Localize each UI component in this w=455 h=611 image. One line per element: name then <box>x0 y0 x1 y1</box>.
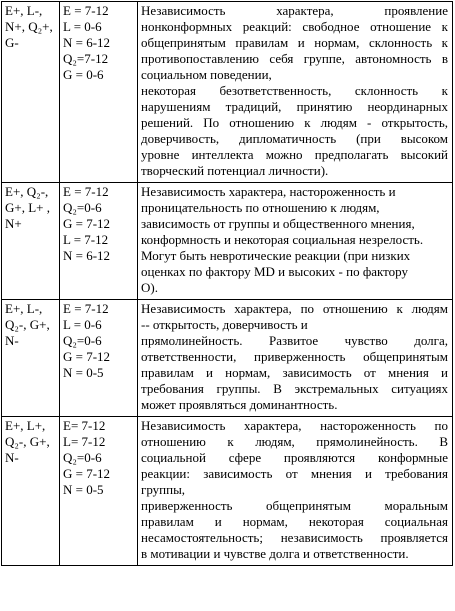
score-range-line: E = 7-12 <box>63 184 109 199</box>
score-range-line: G = 7-12 <box>63 466 111 481</box>
description-cell <box>138 2 453 183</box>
score-range-line: Q₂=0-6 <box>63 450 102 465</box>
score-ranges-cell <box>60 183 138 300</box>
description-line: правилам и нормам, зависимость от мнения и <box>141 365 448 380</box>
factor-combination-table <box>1 1 453 566</box>
description-line: нонконформных реакций: свободное отношение к <box>141 19 448 34</box>
factor-codes-cell <box>2 300 60 417</box>
description-line: -- открытость, доверчивость и <box>141 317 308 332</box>
description-line: доверчивость, дипломатичность (при высоком <box>141 131 448 146</box>
description-line: уровне интеллекта можно предполагать высокий <box>141 147 448 162</box>
score-ranges-cell <box>60 417 138 566</box>
score-range-line: Q₂=0-6 <box>63 333 102 348</box>
description-cell <box>138 300 453 417</box>
score-range-line: N = 6-12 <box>63 248 111 263</box>
description-line: нарушениям традиций, принятию неординарных <box>141 99 448 114</box>
description-line: творческий потенциал личности). <box>141 163 329 178</box>
description-line: в мотивации и чувстве долга и ответственности. <box>141 546 409 561</box>
description-line: проницательность по отношению к людям, <box>141 200 380 215</box>
table-row <box>2 2 453 183</box>
description-line: решений. По отношению к людям - открытость, <box>141 115 448 130</box>
description-cell <box>138 183 453 300</box>
score-range-line: N = 0-5 <box>63 365 104 380</box>
factor-code-line: G+, L+ , <box>5 200 50 215</box>
score-range-line: E = 7-12 <box>63 3 109 18</box>
score-range-line: Q₂=7-12 <box>63 51 109 66</box>
description-line: правилам и нормам, некоторая социальная <box>141 514 448 529</box>
factor-code-line: N- <box>5 450 19 465</box>
score-range-line: N = 6-12 <box>63 35 111 50</box>
factor-code-line: G- <box>5 35 19 50</box>
score-range-line: Q₂=0-6 <box>63 200 102 215</box>
table-row <box>2 183 453 300</box>
score-range-line: L = 0-6 <box>63 317 102 332</box>
factor-code-line: E+, L-, <box>5 301 43 316</box>
factor-code-line: N- <box>5 333 19 348</box>
factor-code-line: Q₂-, G+, <box>5 434 50 449</box>
score-range-line: G = 7-12 <box>63 216 111 231</box>
description-line: противопоставлению себя группе, автономность в <box>141 51 448 66</box>
score-range-line: L = 7-12 <box>63 232 109 247</box>
description-line: Могут быть невротические реакции (при низких <box>141 248 411 263</box>
description-line: общепринятым правилам и нормам, склонность к <box>141 35 448 50</box>
factor-codes-cell <box>2 2 60 183</box>
description-line: зависимость от группы и общественного мнения, <box>141 216 415 231</box>
factor-code-line: N+, Q₂+, <box>5 19 53 34</box>
table-row <box>2 300 453 417</box>
factor-codes-cell <box>2 417 60 566</box>
score-ranges-cell <box>60 300 138 417</box>
score-range-line: E= 7-12 <box>63 418 106 433</box>
factor-code-line: N+ <box>5 216 22 231</box>
factor-code-line: E+, L-, <box>5 3 43 18</box>
description-line: Независимость характера, настороженность по <box>141 418 448 433</box>
description-line: Независимость характера, настороженность и <box>141 184 396 199</box>
description-line: прямолинейность. Развитое чувство долга, <box>141 333 448 348</box>
score-range-line: G = 0-6 <box>63 67 104 82</box>
description-line: оценках по фактору MD и высоких - по фактору <box>141 264 408 279</box>
description-line: социальной сфере проявляются конформные <box>141 450 448 465</box>
score-ranges-cell <box>60 2 138 183</box>
description-line: O). <box>141 280 158 295</box>
description-line: ответственности, приверженность общепринятым <box>141 349 448 364</box>
description-line: может проявляться доминантность. <box>141 397 338 412</box>
description-line: конформность и некоторая социальная незрелость. <box>141 232 424 247</box>
description-line: требования группы. В экстремальных ситуациях <box>141 381 448 396</box>
score-range-line: L = 0-6 <box>63 19 102 34</box>
score-range-line: E = 7-12 <box>63 301 109 316</box>
factor-code-line: Q₂-, G+, <box>5 317 50 332</box>
score-range-line: G = 7-12 <box>63 349 111 364</box>
description-line: Независимость характера, по отношению к людям <box>141 301 448 316</box>
factor-codes-cell <box>2 183 60 300</box>
factor-code-line: E+, L+, <box>5 418 46 433</box>
description-line: группы, <box>141 482 186 497</box>
score-range-line: L= 7-12 <box>63 434 106 449</box>
description-line: несамостоятельность; независимость проявляется <box>141 530 448 545</box>
table-row <box>2 417 453 566</box>
description-cell <box>138 417 453 566</box>
description-line: некоторая безответственность, склонность к <box>141 83 448 98</box>
description-line: Независимость характера, проявление <box>141 3 448 18</box>
description-line: реакции: зависимость от мнения и требования <box>141 466 448 481</box>
description-line: отношению к людям, прямолинейность. В <box>141 434 448 449</box>
factor-code-line: E+, Q₂-, <box>5 184 49 199</box>
score-range-line: N = 0-5 <box>63 482 104 497</box>
description-line: социальном поведении, <box>141 67 272 82</box>
description-line: приверженность общепринятым моральным <box>141 498 448 513</box>
